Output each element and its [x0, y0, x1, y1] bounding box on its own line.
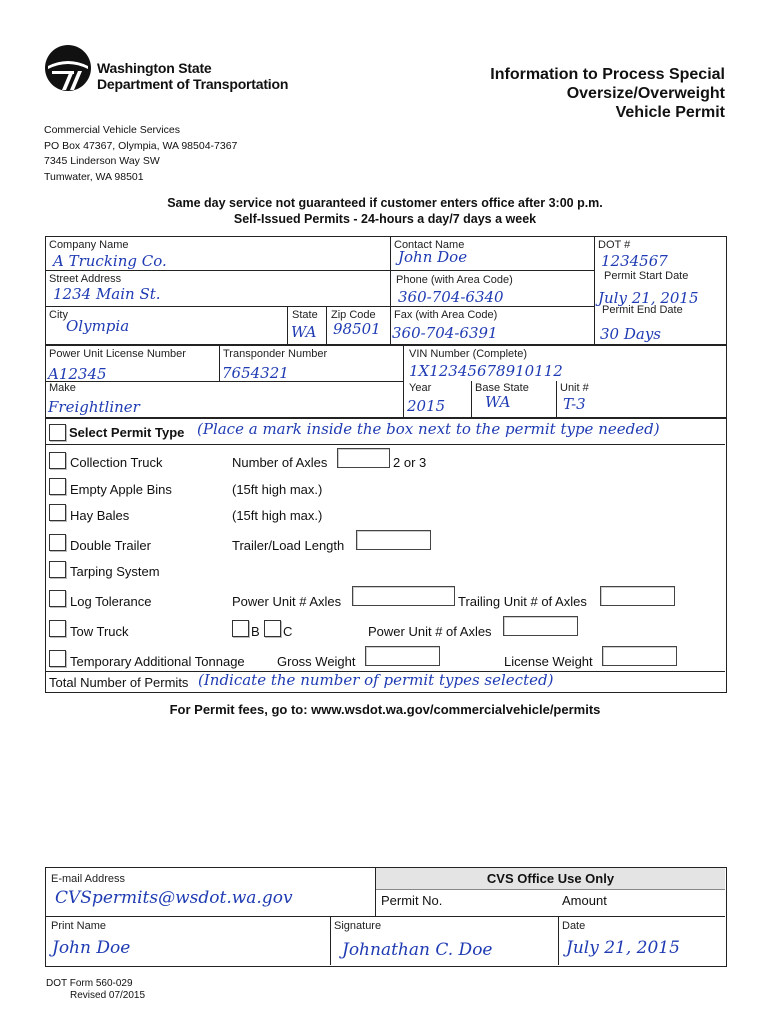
notice-line2: Self-Issued Permits - 24-hours a day/7 days a week [233, 212, 537, 226]
collection-truck-label: Collection Truck [70, 455, 163, 470]
number-of-axles-label: Number of Axles [232, 455, 328, 470]
agency-name-line1: Washington State [97, 60, 212, 76]
total-permits-note: (Indicate the number of permit types selected) [198, 671, 554, 689]
empty-apple-bins-label: Empty Apple Bins [70, 482, 172, 497]
permit-end-date-label: Permit End Date [602, 304, 683, 316]
base-state-field[interactable]: WA [485, 393, 511, 411]
temporary-tonnage-label: Temporary Additional Tonnage [70, 654, 245, 669]
street-address-label: Street Address [49, 273, 122, 285]
state-field[interactable]: WA [291, 323, 317, 341]
notice-line1: Same day service not guaranteed if customer enters office after 3:00 p.m. [167, 196, 603, 210]
double-trailer-checkbox[interactable] [49, 534, 66, 551]
contact-name-field[interactable]: John Doe [398, 248, 468, 266]
hay-bales-label: Hay Bales [70, 508, 130, 523]
license-weight-input[interactable] [602, 646, 677, 666]
email-label: E-mail Address [51, 873, 125, 885]
gross-weight-label: Gross Weight [277, 654, 356, 669]
form-revision: Revised 07/2015 [70, 990, 146, 1001]
transponder-field[interactable]: 7654321 [222, 364, 289, 382]
zip-code-field[interactable]: 98501 [333, 320, 381, 338]
select-permit-type-note: (Place a mark inside the box next to the permit type needed) [197, 420, 660, 438]
number-of-axles-input[interactable] [337, 448, 390, 468]
log-tolerance-label: Log Tolerance [70, 594, 152, 609]
amount-label: Amount [562, 893, 607, 908]
trailing-unit-axles-label: Trailing Unit # of Axles [458, 594, 587, 609]
form-number: DOT Form 560-029 [46, 978, 133, 989]
contact-name-label: Contact Name [394, 239, 465, 251]
date-label: Date [562, 920, 586, 932]
empty-apple-bins-checkbox[interactable] [49, 478, 66, 495]
tow-power-unit-axles-input[interactable] [503, 616, 578, 636]
city-label: City [49, 309, 68, 321]
address-line3: 7345 Linderson Way SW [44, 155, 160, 167]
print-name-field[interactable]: John Doe [52, 938, 131, 958]
company-name-label: Company Name [49, 239, 129, 251]
address-line4: Tumwater, WA 98501 [44, 170, 144, 183]
tow-truck-b-label: B [251, 624, 260, 639]
tow-truck-label: Tow Truck [70, 624, 129, 639]
phone-label: Phone (with Area Code) [396, 274, 513, 286]
fax-field[interactable]: 360-704-6391 [392, 324, 498, 342]
wsdot-logo [44, 44, 92, 92]
permit-end-date-field[interactable]: 30 Days [600, 325, 661, 343]
tarping-system-label: Tarping System [70, 564, 160, 579]
office-address [44, 123, 237, 185]
dot-number-label: DOT # [598, 239, 631, 251]
log-power-unit-axles-input[interactable] [352, 586, 455, 606]
office-use-title: CVS Office Use Only [486, 871, 615, 886]
tarping-system-checkbox[interactable] [49, 561, 66, 578]
dot-number-field[interactable]: 1234567 [601, 252, 668, 270]
date-field[interactable]: July 21, 2015 [566, 938, 680, 958]
select-permit-type-checkbox[interactable] [49, 424, 66, 441]
make-field[interactable]: Freightliner [48, 398, 140, 416]
tow-power-unit-axles-label: Power Unit # of Axles [368, 624, 492, 639]
make-label: Make [49, 382, 76, 394]
gross-weight-input[interactable] [365, 646, 440, 666]
year-field[interactable]: 2015 [407, 397, 446, 415]
print-name-label: Print Name [51, 920, 107, 932]
transponder-label: Transponder Number [223, 348, 328, 360]
email-field[interactable]: CVSpermits@wsdot.wa.gov [55, 888, 293, 908]
base-state-label: Base State [475, 382, 529, 394]
two-or-three-label: 2 or 3 [393, 455, 427, 470]
form-title-line1: Information to Process Special [490, 66, 725, 83]
hay-bales-checkbox[interactable] [49, 504, 66, 521]
power-unit-license-field[interactable]: A12345 [48, 365, 107, 383]
phone-field[interactable]: 360-704-6340 [398, 288, 504, 306]
tow-truck-c-checkbox[interactable] [264, 620, 281, 637]
log-power-unit-axles-label: Power Unit # Axles [232, 594, 342, 609]
power-unit-license-label: Power Unit License Number [49, 348, 186, 360]
zip-code-label: Zip Code [331, 309, 376, 321]
form-title-line3: Vehicle Permit [615, 104, 725, 121]
permit-start-date-label: Permit Start Date [604, 270, 689, 282]
double-trailer-label: Double Trailer [70, 538, 151, 553]
trailer-load-length-label: Trailer/Load Length [232, 538, 345, 553]
select-permit-type-label: Select Permit Type [69, 425, 185, 440]
tow-truck-checkbox[interactable] [49, 620, 66, 637]
log-tolerance-checkbox[interactable] [49, 590, 66, 607]
apple-bins-height-note: (15ft high max.) [232, 482, 323, 497]
total-permits-label: Total Number of Permits [49, 675, 189, 690]
form-id [46, 978, 145, 1002]
city-field[interactable]: Olympia [66, 317, 130, 335]
vin-label: VIN Number (Complete) [409, 348, 527, 360]
hay-bales-height-note: (15ft high max.) [232, 508, 323, 523]
signature-label: Signature [334, 920, 382, 932]
permit-start-date-field[interactable]: July 21, 2015 [598, 289, 699, 307]
address-line1: Commercial Vehicle Services [44, 124, 180, 136]
license-weight-label: License Weight [504, 654, 593, 669]
unit-number-field[interactable]: T-3 [563, 395, 586, 413]
collection-truck-checkbox[interactable] [49, 452, 66, 469]
address-line2: PO Box 47367, Olympia, WA 98504-7367 [44, 139, 238, 152]
company-name-field[interactable]: A Trucking Co. [53, 252, 167, 270]
unit-number-label: Unit # [560, 382, 589, 394]
trailer-load-length-input[interactable] [356, 530, 431, 550]
signature-field[interactable]: Johnathan C. Doe [342, 940, 493, 960]
tow-truck-b-checkbox[interactable] [232, 620, 249, 637]
state-label: State [292, 309, 318, 321]
wsdot-logo-icon [44, 44, 92, 92]
form-title-line2: Oversize/Overweight [566, 85, 725, 102]
fax-label: Fax (with Area Code) [394, 309, 498, 321]
year-label: Year [409, 382, 432, 394]
street-address-field[interactable]: 1234 Main St. [53, 285, 161, 303]
vin-field[interactable]: 1X12345678910112 [409, 362, 563, 380]
trailing-unit-axles-input[interactable] [600, 586, 675, 606]
permit-no-label: Permit No. [381, 893, 443, 908]
tow-truck-c-label: C [283, 624, 293, 639]
temporary-tonnage-checkbox[interactable] [49, 650, 66, 667]
permit-fees-link[interactable]: For Permit fees, go to: www.wsdot.wa.gov/commercialvehicle/permits [169, 702, 601, 717]
agency-name-line2: Department of Transportation [97, 76, 289, 92]
